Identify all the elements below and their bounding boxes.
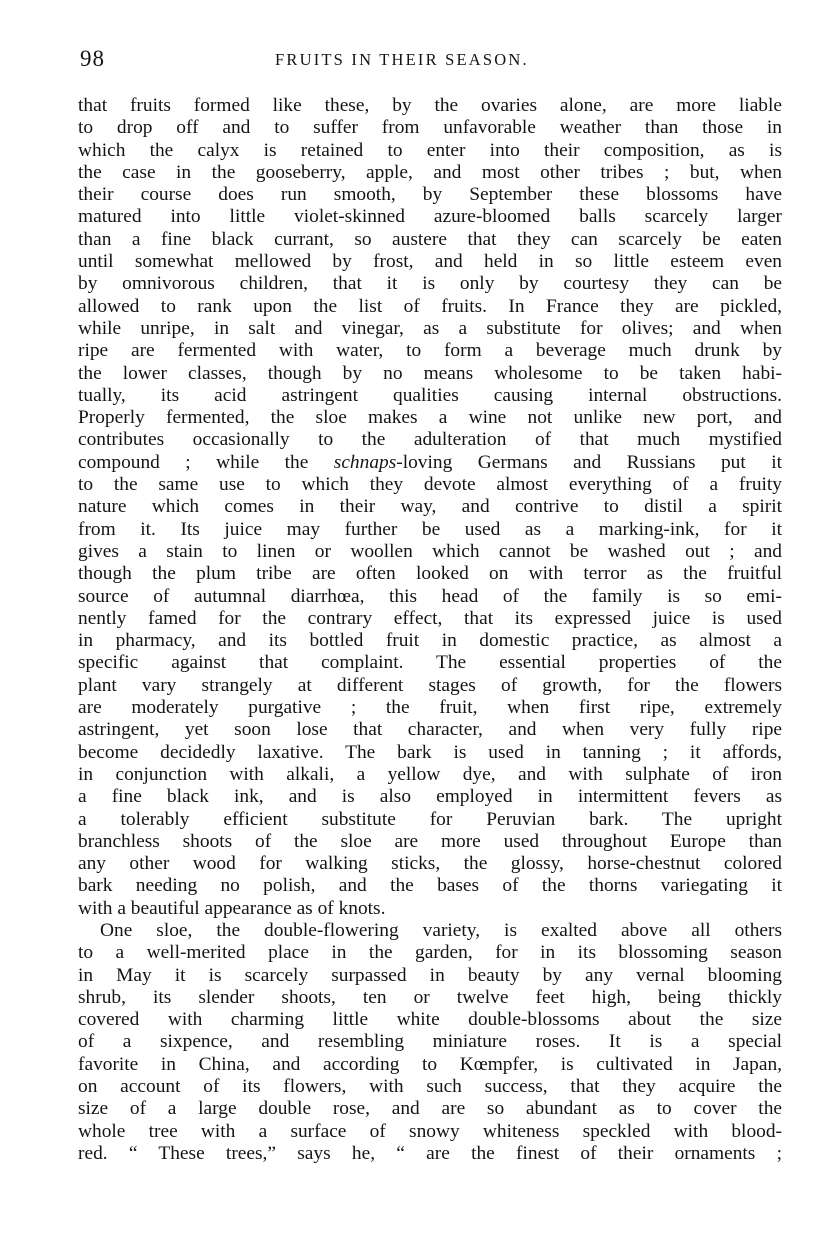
text-line: favorite in China, and according to Kœmpfer, is cultivated in Japan, [78,1053,782,1075]
text-line: a tolerably efficient substitute for Peruvian bark. The upright [78,808,782,830]
text-line: of a sixpence, and resembling miniature roses. It is a special [78,1031,782,1053]
text-line: tually, its acid astringent qualities causing internal obstructions. [78,384,782,406]
text-line: astringent, yet soon lose that character, and when very fully ripe [78,719,782,741]
text-line: on account of its flowers, with such success, that they acquire the [78,1076,782,1098]
text-line: by omnivorous children, that it is only by courtesy they can be [78,273,782,295]
paragraph-end-line: with a beautiful appearance as of knots. [78,897,386,919]
text-line: until somewhat mellowed by frost, and held in so little esteem even [78,251,782,273]
text-line: the case in the gooseberry, apple, and most other tribes ; but, when [78,161,782,183]
text-line: contributes occasionally to the adulteration of that much mystified [78,429,782,451]
text-line: become decidedly laxative. The bark is used in tanning ; it affords, [78,741,782,763]
text-line: nature which comes in their way, and contrive to distil a spirit [78,496,782,518]
text-line: allowed to rank upon the list of fruits. In France they are pickled, [78,295,782,317]
text-line: the lower classes, though by no means wholesome to be taken habi- [78,362,782,384]
text-line: a fine black ink, and is also employed in intermittent fevers as [78,786,782,808]
text-line: to drop off and to suffer from unfavorable weather than those in [78,117,782,139]
text-segment: compound ; while the [78,451,334,473]
text-line: in conjunction with alkali, a yellow dye, and with sulphate of iron [78,763,782,785]
text-line: plant vary strangely at different stages of growth, for the flowers [78,674,782,696]
text-line: shrub, its slender shoots, ten or twelve feet high, being thickly [78,986,782,1008]
text-line: matured into little violet-skinned azure-bloomed balls scarcely larger [78,206,782,228]
text-line: gives a stain to linen or woollen which cannot be washed out ; and [78,540,782,562]
text-line: Properly fermented, the sloe makes a wine not unlike new port, and [78,407,782,429]
text-line: that fruits formed like these, by the ovaries alone, are more liable [78,95,782,116]
text-line: ripe are fermented with water, to form a beverage much drunk by [78,340,782,362]
text-line: than a fine black currant, so austere that they can scarcely be eaten [78,228,782,250]
text-line: which the calyx is retained to enter into their composition, as is [78,139,782,161]
text-line: to the same use to which they devote almost everything of a fruity [78,474,782,496]
text-line: while unripe, in salt and vinegar, as a substitute for olives; and when [78,317,782,339]
text-line: to a well-merited place in the garden, for in its blossoming season [78,942,782,964]
text-line: red. “ These trees,” says he, “ are the finest of their ornaments ; [78,1142,782,1164]
text-line: in May it is scarcely surpassed in beauty by any vernal blooming [78,964,782,986]
text-line: from it. Its juice may further be used as a marking-ink, for it [78,518,782,540]
text-line: whole tree with a surface of snowy whiteness speckled with blood- [78,1120,782,1142]
text-line: covered with charming little white double-blossoms about the size [78,1009,782,1031]
page-number: 98 [80,46,105,71]
text-line: bark needing no polish, and the bases of the thorns variegating it [78,875,782,897]
text-line: source of autumnal diarrhœa, this head of the family is so emi- [78,585,782,607]
text-line: in pharmacy, and its bottled fruit in domestic practice, as almost a [78,630,782,652]
italic-word: schnaps [333,451,397,473]
text-line: their course does run smooth, by September these blossoms have [78,184,782,206]
text-line: any other wood for walking sticks, the glossy, horse-chestnut colored [78,853,782,875]
running-head: FRUITS IN THEIR SEASON. [275,50,529,69]
text-line: though the plum tribe are often looked on with terror as the fruitful [78,563,782,585]
text-line-with-italic [78,452,782,474]
text-line: specific against that complaint. The essential properties of the [78,652,782,674]
paragraph-start-line: One sloe, the double-flowering variety, is exalted above all others [100,919,782,941]
text-line: branchless shoots of the sloe are more used throughout Europe than [78,830,782,852]
body-text [78,95,782,1165]
text-line: nently famed for the contrary effect, that its expressed juice is used [78,607,782,629]
text-segment: -loving Germans and Russians put it [396,451,782,473]
text-line: are moderately purgative ; the fruit, when first ripe, extremely [78,697,782,719]
page-header [80,46,780,76]
text-line: size of a large double rose, and are so abundant as to cover the [78,1098,782,1120]
